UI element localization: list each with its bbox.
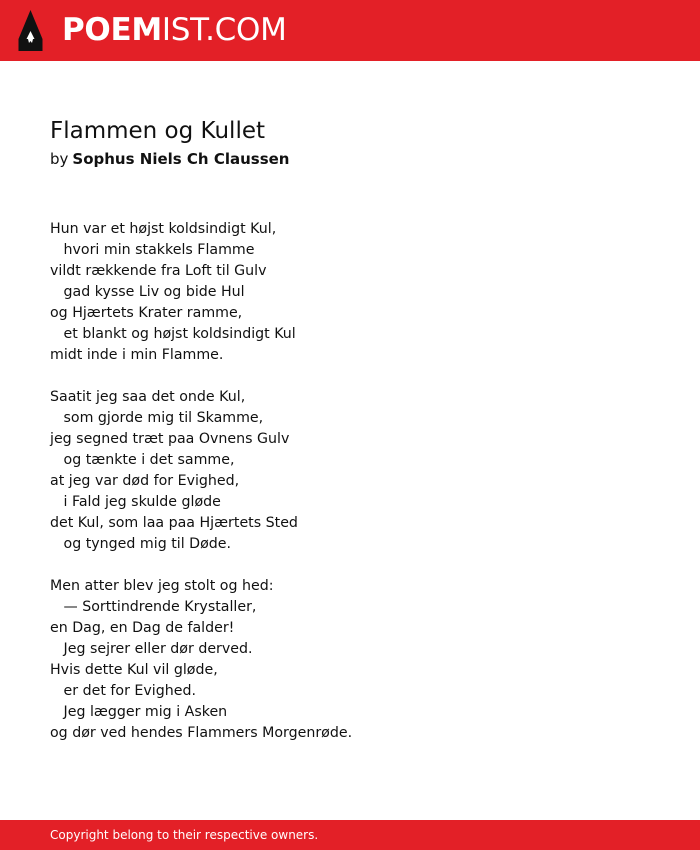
poem-line: og tænkte i det samme,: [50, 452, 235, 468]
poem-line: Hvis dette Kul vil gløde,: [50, 662, 218, 678]
poem-line: gad kysse Liv og bide Hul: [50, 284, 245, 300]
poem-line: og dør ved hendes Flammers Morgenrøde.: [50, 725, 353, 741]
poem-line: hvori min stakkels Flamme: [50, 242, 255, 258]
poem-body: [50, 219, 650, 765]
poem-line: Jeg lægger mig i Asken: [50, 704, 228, 720]
poem-line: Hun var et højst koldsindigt Kul,: [50, 221, 277, 237]
poem-line: et blankt og højst koldsindigt Kul: [50, 326, 296, 342]
poem-line: Men atter blev jeg stolt og hed:: [50, 578, 274, 594]
stanza-2: [50, 387, 650, 555]
poem-line: i Fald jeg skulde gløde: [50, 494, 221, 510]
poem-line: og Hjærtets Krater ramme,: [50, 305, 243, 321]
logo-light-part: IST.COM: [161, 12, 287, 48]
poem-line: som gjorde mig til Skamme,: [50, 410, 264, 426]
poem-line: at jeg var død for Evighed,: [50, 473, 240, 489]
stanza-3: [50, 576, 650, 744]
by-label: by: [50, 150, 69, 168]
stanza-1: [50, 219, 650, 366]
poem-line: en Dag, en Dag de falder!: [50, 620, 235, 636]
poem-line: og tynged mig til Døde.: [50, 536, 232, 552]
logo-strong-part: POEM: [62, 12, 162, 48]
poem-title: Flammen og Kullet: [50, 118, 266, 144]
poem-line: — Sorttindrende Krystaller,: [50, 599, 257, 615]
poem-line: Jeg sejrer eller dør derved.: [50, 641, 253, 657]
poem-line: vildt rækkende fra Loft til Gulv: [50, 263, 267, 279]
author-name: Sophus Niels Ch Claussen: [72, 150, 290, 168]
site-footer: [0, 820, 700, 850]
copyright-notice: Copyright belong to their respective owners.: [50, 828, 319, 842]
poem-line: midt inde i min Flamme.: [50, 347, 224, 363]
pencil-tip-icon: [18, 10, 43, 51]
poem-byline: [50, 149, 290, 169]
poem-line: jeg segned træt paa Ovnens Gulv: [50, 431, 290, 447]
poem-line: Saatit jeg saa det onde Kul,: [50, 389, 246, 405]
site-header: [0, 0, 700, 61]
site-logo-text: [62, 13, 287, 47]
poem-line: er det for Evighed.: [50, 683, 196, 699]
poem-line: det Kul, som laa paa Hjærtets Sted: [50, 515, 298, 531]
